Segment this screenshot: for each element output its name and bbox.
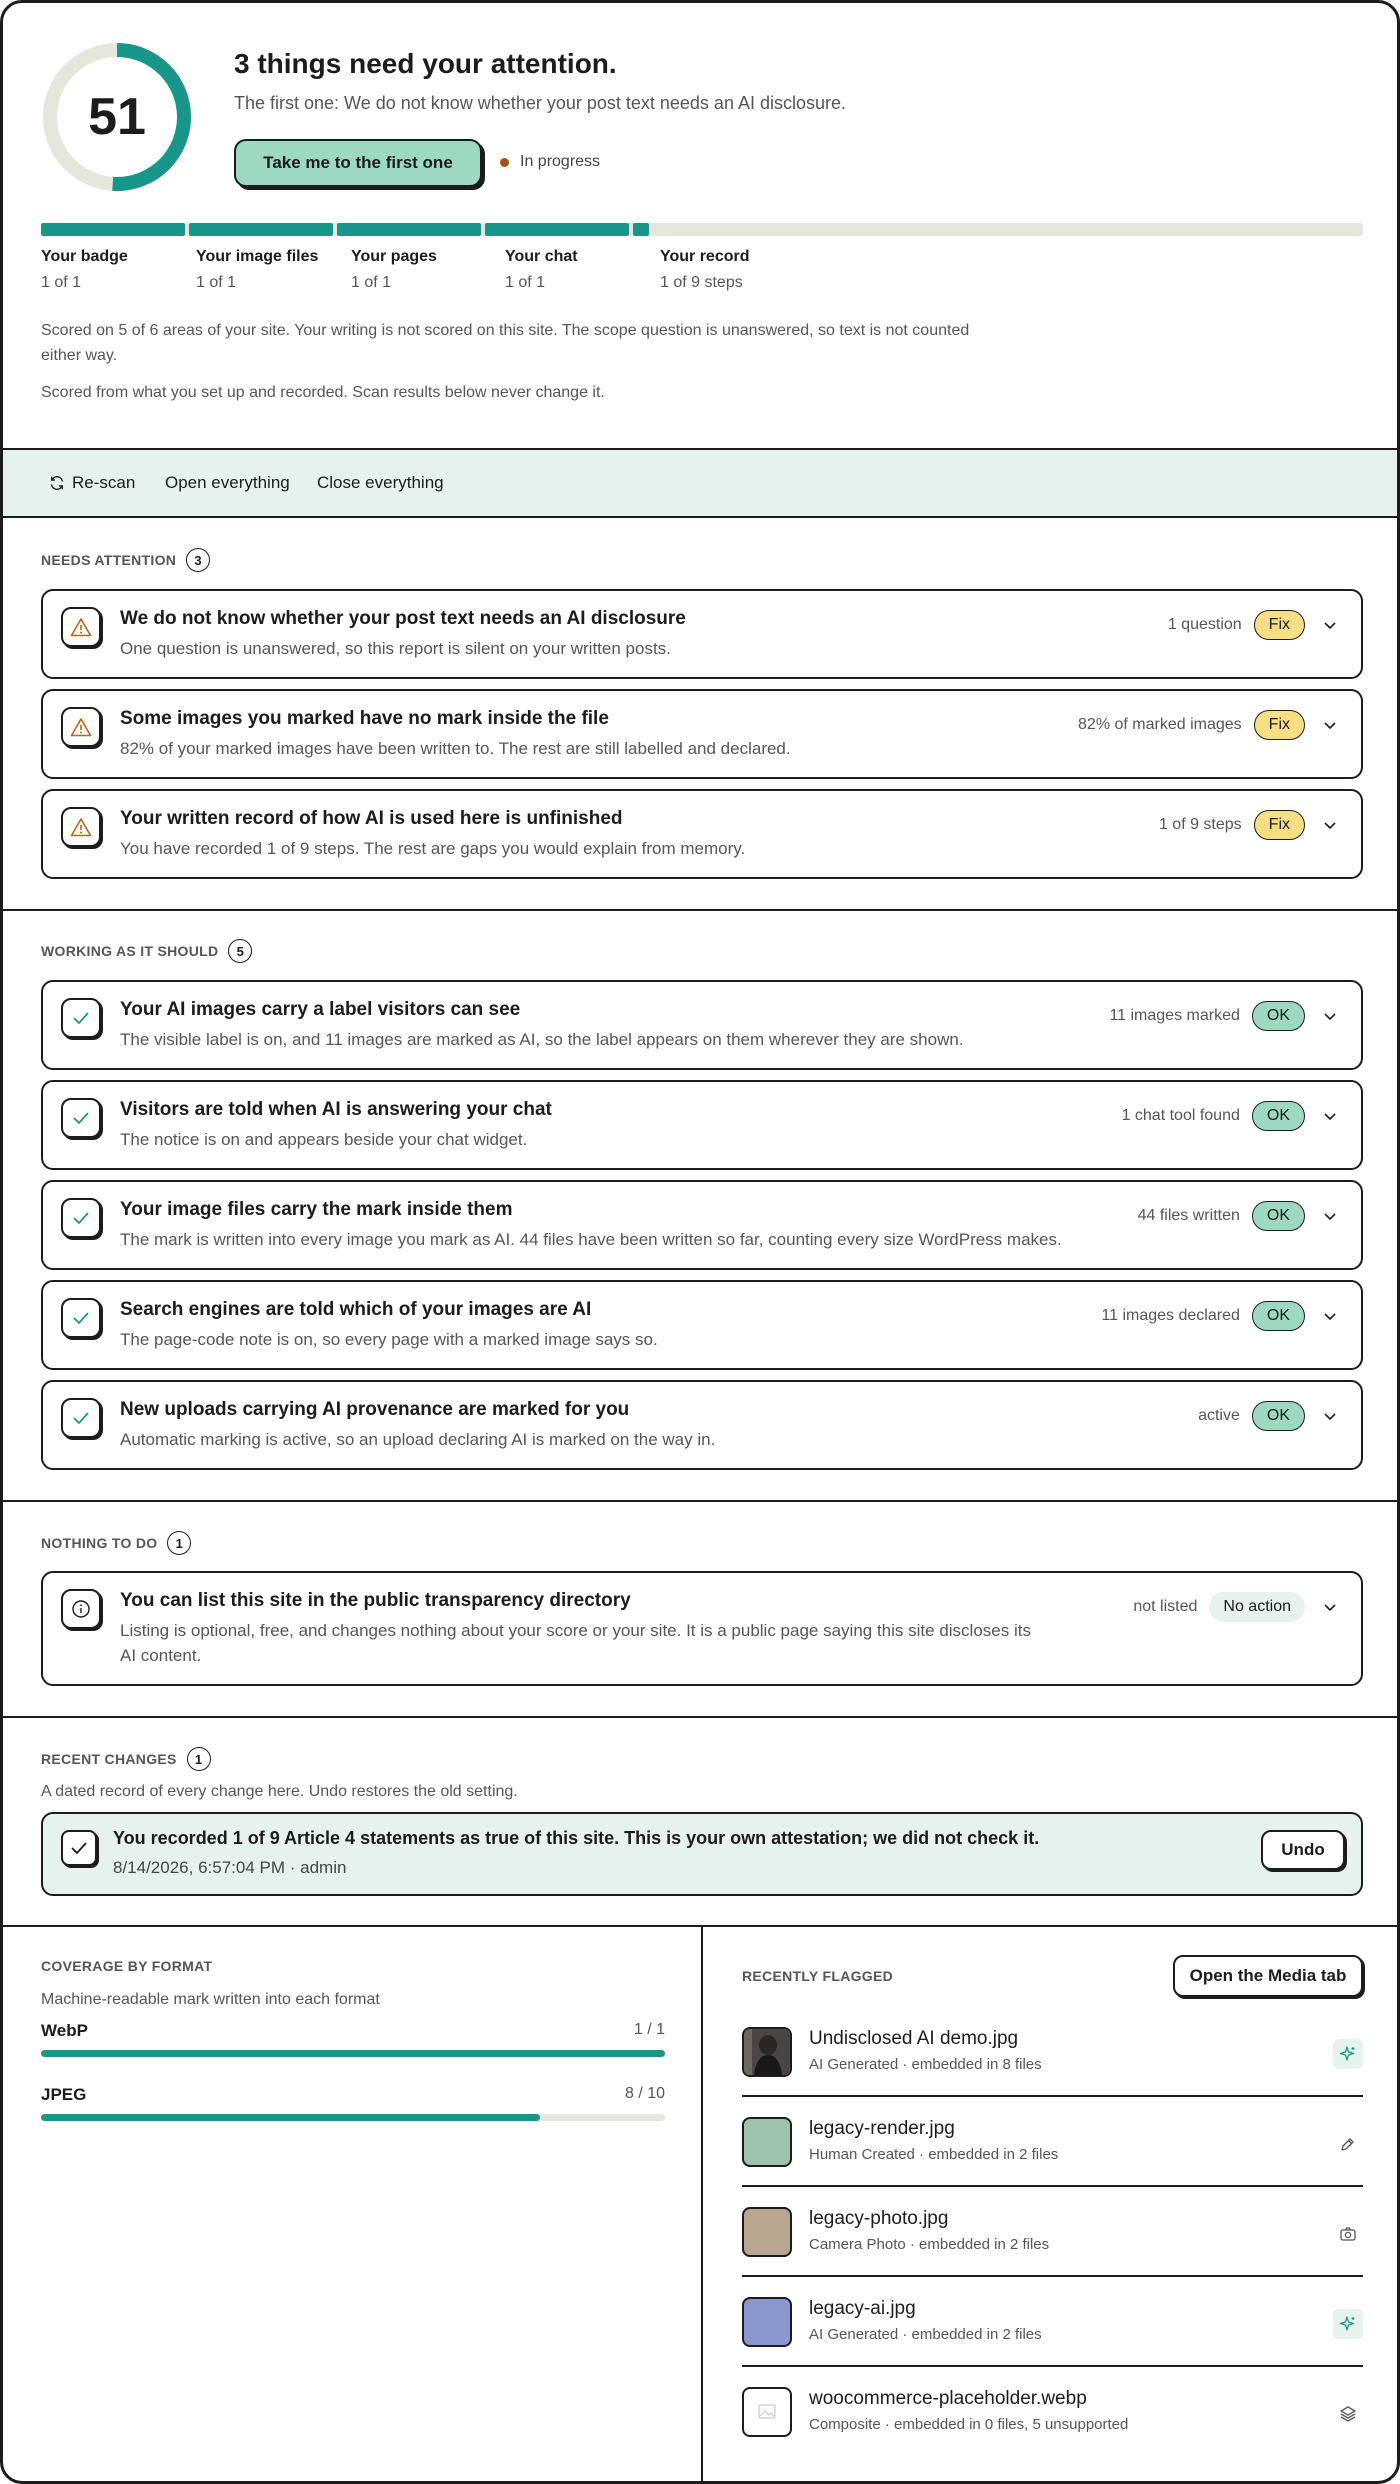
card-status xyxy=(1198,1401,1343,1431)
card-status xyxy=(1109,1001,1343,1031)
layers-icon xyxy=(1333,2399,1363,2429)
flagged-name: legacy-ai.jpg xyxy=(809,2298,916,2319)
attention-subtitle: The first one: We do not know whether your post text needs an AI disclosure. xyxy=(234,93,846,113)
segment-label: Your image files xyxy=(196,248,319,265)
format-count: 8 / 10 xyxy=(624,2085,665,2102)
format-name: JPEG xyxy=(41,2085,87,2104)
needs-attention-heading xyxy=(41,548,210,572)
flagged-name: legacy-render.jpg xyxy=(809,2118,955,2139)
card-meta: 1 question xyxy=(1167,616,1242,633)
sparkle-icon xyxy=(1333,2309,1363,2339)
segment-sub: 1 of 1 xyxy=(196,274,237,291)
no-action-badge: No action xyxy=(1209,1592,1305,1622)
segment-label: Your chat xyxy=(505,248,578,265)
open-everything-button[interactable]: Open everything xyxy=(165,470,290,496)
card-title: Search engines are told which of your images are AI xyxy=(120,1299,592,1320)
card-description: The page-code note is on, so every page with a marked image says so. xyxy=(120,1330,658,1349)
card-meta: 82% of marked images xyxy=(1078,716,1242,733)
scope-note: Scored on 5 of 6 areas of your site. Your writing is not scored on this site. The scope question is unanswered, so text is not counted either way. xyxy=(41,322,970,364)
attention-card-post-text[interactable] xyxy=(41,589,1363,679)
check-icon xyxy=(61,1198,101,1238)
card-title: You can list this site in the public transparency directory xyxy=(120,1590,631,1611)
take-me-to-first-button[interactable]: Take me to the first one xyxy=(234,139,482,187)
rescan-button[interactable] xyxy=(49,470,135,496)
segment-sub: 1 of 1 xyxy=(41,274,82,291)
segment-image-files-fill xyxy=(189,223,333,236)
segment-label: Your badge xyxy=(41,248,128,265)
score-value: 51 xyxy=(88,88,146,146)
flagged-name: Undisclosed AI demo.jpg xyxy=(809,2028,1019,2049)
segment-label: Your record xyxy=(660,248,750,265)
chevron-down-icon[interactable] xyxy=(1317,1003,1343,1029)
ok-card-visible-label[interactable] xyxy=(41,980,1363,1070)
warning-icon xyxy=(61,807,101,847)
card-title: New uploads carrying AI provenance are marked for you xyxy=(120,1399,630,1420)
camera-icon xyxy=(1333,2219,1363,2249)
open-media-tab-button[interactable]: Open the Media tab xyxy=(1173,1955,1363,1997)
card-title: Visitors are told when AI is answering your chat xyxy=(120,1099,552,1120)
card-description: The mark is written into every image you mark as AI. 44 files have been written so far, counting every size WordPress makes. xyxy=(120,1230,1062,1249)
toolbar xyxy=(3,448,1397,518)
pen-icon xyxy=(1333,2129,1363,2159)
card-status xyxy=(1168,610,1343,640)
ok-card-image-files[interactable] xyxy=(41,1180,1363,1270)
card-description: Automatic marking is active, so an upload declaring AI is marked on the way in. xyxy=(120,1430,716,1449)
section-title: WORKING AS IT SHOULD xyxy=(41,943,219,959)
column-divider xyxy=(701,1927,703,2484)
refresh-icon xyxy=(49,475,65,491)
card-status xyxy=(1138,1201,1343,1231)
close-everything-button[interactable]: Close everything xyxy=(317,470,444,496)
format-progress-fill xyxy=(41,2050,665,2057)
scored-note: Scored from what you set up and recorded. Scan results below never change it. xyxy=(41,384,605,401)
flagged-meta: Human Created · embedded in 2 files xyxy=(809,2146,1059,2163)
info-icon xyxy=(61,1589,101,1629)
segment-chat-fill xyxy=(485,223,629,236)
segment-badge-fill xyxy=(41,223,185,236)
card-title: Your image files carry the mark inside them xyxy=(120,1199,513,1220)
check-icon xyxy=(61,998,101,1038)
card-status xyxy=(1101,1301,1343,1331)
segment-record-fill xyxy=(633,223,649,236)
flagged-meta: Camera Photo · embedded in 2 files xyxy=(809,2236,1050,2253)
chevron-down-icon[interactable] xyxy=(1317,1203,1343,1229)
card-meta: 1 of 9 steps xyxy=(1158,816,1242,833)
format-name: WebP xyxy=(41,2021,88,2040)
attention-title: 3 things need your attention. xyxy=(234,48,617,79)
card-status xyxy=(1122,1101,1343,1131)
card-description: You have recorded 1 of 9 steps. The rest are gaps you would explain from memory. xyxy=(120,839,746,858)
check-icon xyxy=(61,1298,101,1338)
chevron-down-icon[interactable] xyxy=(1317,712,1343,738)
ok-badge: OK xyxy=(1252,1301,1305,1331)
recent-change-card xyxy=(41,1812,1363,1896)
format-progress-fill xyxy=(41,2114,540,2121)
image-thumbnail xyxy=(742,2297,792,2347)
info-card-directory[interactable] xyxy=(41,1571,1363,1686)
segment-sub: 1 of 9 steps xyxy=(660,274,743,291)
section-title: NEEDS ATTENTION xyxy=(41,552,177,568)
coverage-intro: Machine-readable mark written into each format xyxy=(41,1991,380,2008)
flagged-meta: AI Generated · embedded in 8 files xyxy=(809,2056,1042,2073)
ok-card-chat-notice[interactable] xyxy=(41,1080,1363,1170)
card-status xyxy=(1078,710,1343,740)
ok-badge: OK xyxy=(1252,1201,1305,1231)
recently-flagged-heading: RECENTLY FLAGGED xyxy=(742,1968,894,1984)
section-count-badge: 3 xyxy=(186,548,210,572)
in-progress-status: In progress xyxy=(520,153,601,170)
segment-progress-bar xyxy=(41,223,1363,236)
card-meta: 1 chat tool found xyxy=(1121,1107,1240,1124)
rescan-label: Re-scan xyxy=(72,473,136,492)
image-placeholder-thumbnail xyxy=(742,2387,792,2437)
ok-card-new-uploads[interactable] xyxy=(41,1380,1363,1470)
flagged-item[interactable] xyxy=(742,2187,1363,2277)
chevron-down-icon[interactable] xyxy=(1317,612,1343,638)
flagged-item[interactable] xyxy=(742,2007,1363,2097)
nothing-to-do-heading xyxy=(41,1531,191,1555)
card-description-line: AI content. xyxy=(120,1646,202,1665)
card-meta: 11 images declared xyxy=(1101,1307,1240,1324)
working-heading xyxy=(41,939,252,963)
card-title: We do not know whether your post text needs an AI disclosure xyxy=(120,608,686,629)
chevron-down-icon[interactable] xyxy=(1317,1103,1343,1129)
attention-card-image-marks[interactable] xyxy=(41,689,1363,779)
undo-button[interactable]: Undo xyxy=(1261,1830,1345,1870)
card-description: 82% of your marked images have been written to. The rest are still labelled and declared. xyxy=(120,739,791,758)
section-divider xyxy=(3,1925,1397,1927)
section-count-badge: 5 xyxy=(228,939,252,963)
card-meta: active xyxy=(1198,1407,1240,1424)
flagged-meta: AI Generated · embedded in 2 files xyxy=(809,2326,1042,2343)
recent-changes-heading xyxy=(41,1747,211,1771)
flagged-item[interactable] xyxy=(742,2097,1363,2187)
segment-pages-fill xyxy=(337,223,481,236)
flagged-meta: Composite · embedded in 0 files, 5 unsupported xyxy=(809,2416,1129,2433)
ok-badge: OK xyxy=(1252,1401,1305,1431)
card-description-line: Listing is optional, free, and changes nothing about your score or your site. It is a public page saying this site discloses its xyxy=(120,1621,1031,1640)
check-icon xyxy=(61,1398,101,1438)
card-title: Your AI images carry a label visitors can see xyxy=(120,999,521,1020)
warning-icon xyxy=(61,607,101,647)
chevron-down-icon[interactable] xyxy=(1317,1403,1343,1429)
section-divider xyxy=(3,1500,1397,1502)
check-icon xyxy=(61,1830,97,1866)
fix-badge[interactable]: Fix xyxy=(1254,810,1305,840)
ok-badge: OK xyxy=(1252,1001,1305,1031)
segment-sub: 1 of 1 xyxy=(505,274,546,291)
coverage-heading: COVERAGE BY FORMAT xyxy=(41,1958,213,1974)
segment-sub: 1 of 1 xyxy=(351,274,392,291)
format-progress-track xyxy=(41,2114,665,2121)
recent-changes-intro: A dated record of every change here. Undo restores the old setting. xyxy=(41,1783,518,1800)
card-description: The notice is on and appears beside your chat widget. xyxy=(120,1130,528,1149)
format-count: 1 / 1 xyxy=(633,2021,665,2038)
chevron-down-icon[interactable] xyxy=(1317,1303,1343,1329)
section-count-badge: 1 xyxy=(187,1747,211,1771)
in-progress-dot-icon xyxy=(500,158,509,167)
card-title: Your written record of how AI is used here is unfinished xyxy=(120,808,623,829)
card-meta: 44 files written xyxy=(1137,1207,1240,1224)
section-title: NOTHING TO DO xyxy=(41,1535,158,1551)
card-meta: 11 images marked xyxy=(1109,1007,1240,1024)
chevron-down-icon[interactable] xyxy=(1317,1594,1343,1620)
section-title: RECENT CHANGES xyxy=(41,1751,177,1767)
flagged-item[interactable] xyxy=(742,2367,1363,2457)
flagged-name: woocommerce-placeholder.webp xyxy=(809,2388,1087,2409)
section-divider xyxy=(3,909,1397,911)
change-description: You recorded 1 of 9 Article 4 statements as true of this site. This is your own attestation; we did not check it. xyxy=(113,1828,1040,1848)
image-thumbnail xyxy=(742,2117,792,2167)
image-thumbnail xyxy=(742,2207,792,2257)
fix-badge[interactable]: Fix xyxy=(1254,710,1305,740)
change-timestamp: 8/14/2026, 6:57:04 PM · admin xyxy=(113,1858,347,1877)
fix-badge[interactable]: Fix xyxy=(1254,610,1305,640)
chevron-down-icon[interactable] xyxy=(1317,812,1343,838)
image-thumbnail xyxy=(742,2027,792,2077)
section-count-badge: 1 xyxy=(167,1531,191,1555)
segment-label: Your pages xyxy=(351,248,437,265)
card-status xyxy=(1159,810,1343,840)
format-progress-track xyxy=(41,2050,665,2057)
score-header xyxy=(3,3,1397,445)
card-title: Some images you marked have no mark inside the file xyxy=(120,708,609,729)
attention-card-written-record[interactable] xyxy=(41,789,1363,879)
card-description: The visible label is on, and 11 images are marked as AI, so the label appears on them wherever they are shown. xyxy=(120,1030,964,1049)
sparkle-icon xyxy=(1333,2039,1363,2069)
warning-icon xyxy=(61,707,101,747)
card-status xyxy=(1133,1592,1343,1622)
ok-card-search-engines[interactable] xyxy=(41,1280,1363,1370)
ok-badge: OK xyxy=(1252,1101,1305,1131)
check-icon xyxy=(61,1098,101,1138)
card-description xyxy=(120,1618,1110,1668)
section-divider xyxy=(3,1716,1397,1718)
card-meta: not listed xyxy=(1133,1598,1198,1615)
card-description: One question is unanswered, so this report is silent on your written posts. xyxy=(120,639,671,658)
flagged-item[interactable] xyxy=(742,2277,1363,2367)
flagged-name: legacy-photo.jpg xyxy=(809,2208,949,2229)
